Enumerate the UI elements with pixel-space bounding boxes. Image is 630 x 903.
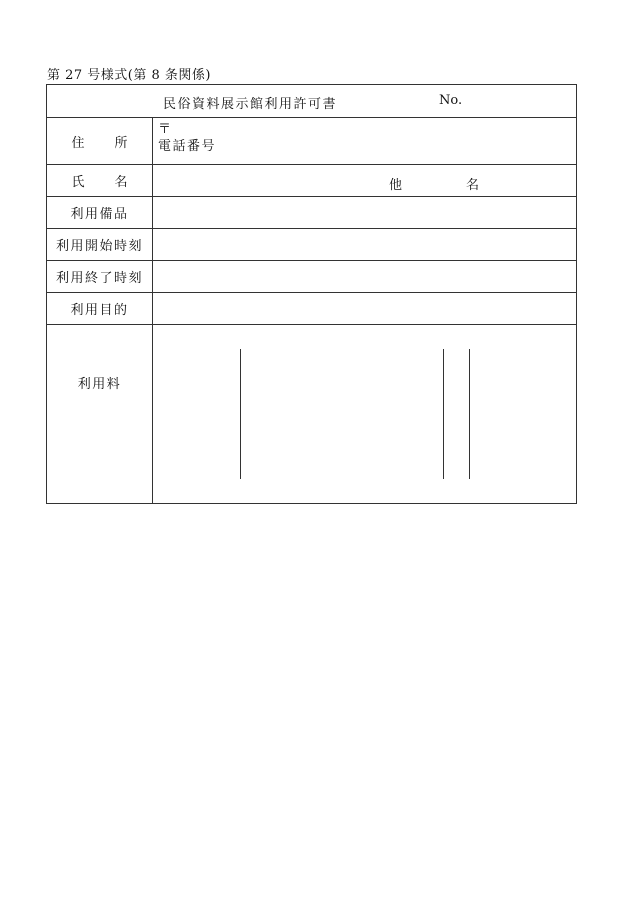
- fee-column-divider-3: [469, 349, 470, 479]
- title-row: [47, 85, 577, 118]
- end-time-label: 利用終了時刻: [47, 261, 153, 293]
- name-label-right: 名: [114, 175, 128, 190]
- form-reference: 第 27 号様式(第 8 条関係): [47, 68, 211, 83]
- address-label-left: 住: [71, 135, 85, 151]
- purpose-label: 利用目的: [47, 293, 153, 325]
- permit-form-table: [46, 84, 577, 504]
- end-time-field[interactable]: [153, 261, 577, 293]
- start-time-label: 利用開始時刻: [47, 229, 153, 261]
- fee-grid: [153, 349, 576, 479]
- address-field[interactable]: [153, 118, 577, 165]
- number-label: No.: [439, 93, 463, 108]
- name-row: [47, 165, 577, 197]
- fee-column-divider-1: [240, 349, 241, 479]
- postal-mark: 〒: [158, 122, 172, 137]
- start-time-field[interactable]: [153, 229, 577, 261]
- equipment-label: 利用備品: [47, 197, 153, 229]
- address-label-right: 所: [114, 135, 128, 151]
- end-time-row: [47, 261, 577, 293]
- equipment-field[interactable]: [153, 197, 577, 229]
- others-label-left: 他: [389, 178, 403, 193]
- start-time-row: [47, 229, 577, 261]
- address-label: [47, 118, 153, 165]
- address-row: [47, 118, 577, 165]
- name-label-left: 氏: [71, 175, 85, 190]
- others-label-right: 名: [466, 178, 480, 193]
- purpose-field[interactable]: [153, 293, 577, 325]
- purpose-row: [47, 293, 577, 325]
- form-title: 民俗資料展示館利用許可書: [163, 97, 338, 112]
- phone-label: 電話番号: [158, 139, 217, 154]
- title-cell: [47, 85, 577, 118]
- fee-label: 利用料: [47, 325, 153, 504]
- fee-column-divider-2: [443, 349, 444, 479]
- fee-row: [47, 325, 577, 504]
- name-label: [47, 165, 153, 197]
- equipment-row: [47, 197, 577, 229]
- name-field[interactable]: [153, 165, 577, 197]
- fee-field: [153, 325, 577, 504]
